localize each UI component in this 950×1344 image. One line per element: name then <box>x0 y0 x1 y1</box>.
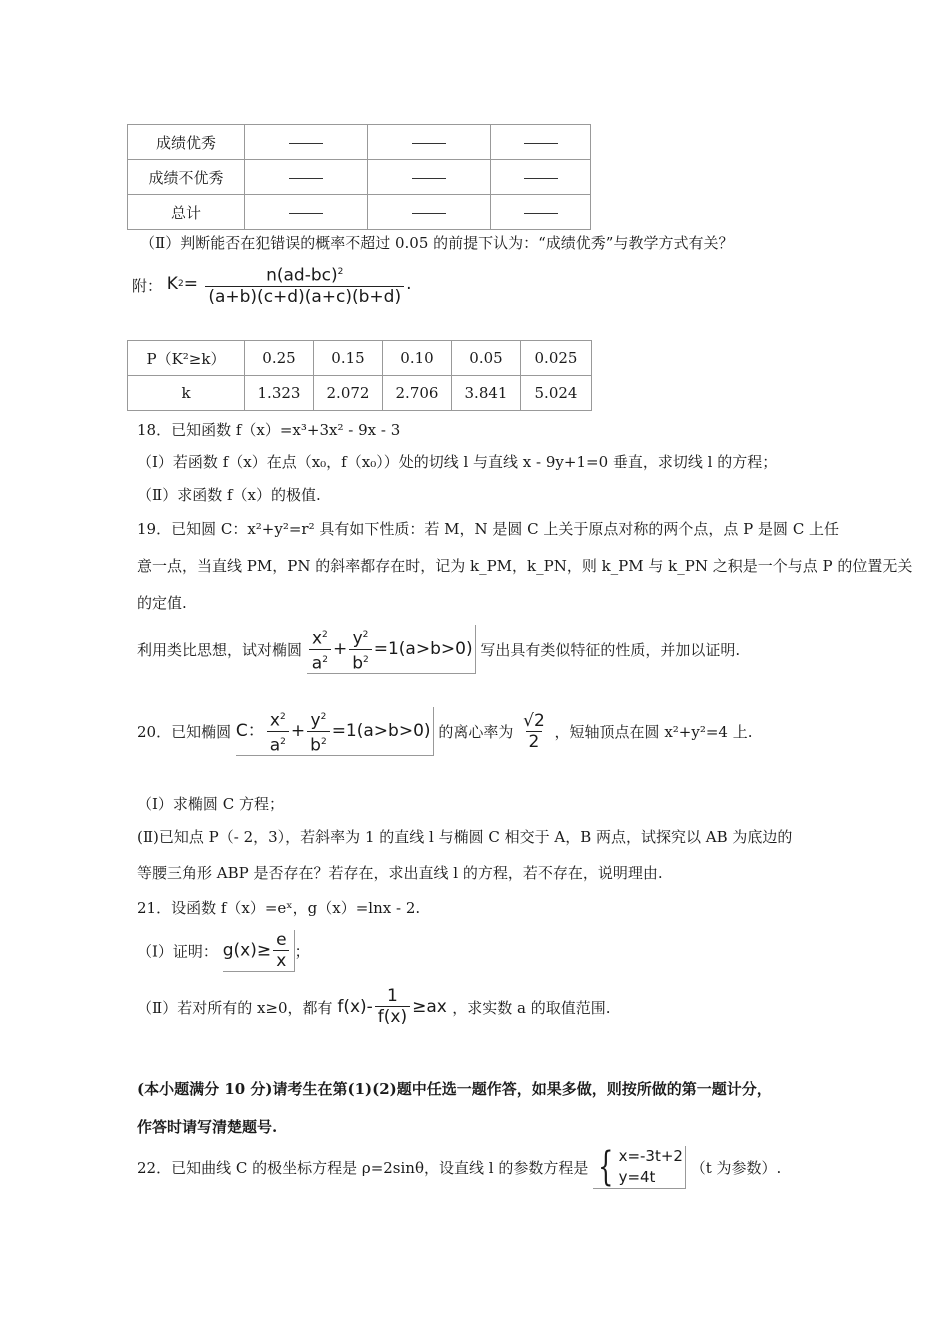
q18-stem: 18．已知函数 f（x）=x³+3x² - 9x - 3 <box>137 421 401 439</box>
q20-stem: 20．已知椭圆 C： $\frac{x^2}{a^2}$ + $\frac{y^2}{b^2}$ =1(a>b>0) 的离心率为 $\frac{√2}{2}$ ，短轴顶点在圆 x²+y²=4 上. <box>137 707 753 756</box>
score-table <box>127 124 591 230</box>
k-value: 2.706 <box>383 376 452 411</box>
blank-cell <box>245 160 368 195</box>
blank-cell <box>245 195 368 230</box>
row-label: 成绩不优秀 <box>128 160 245 195</box>
q20-part2-line1: (Ⅱ)已知点 P（- 2，3），若斜率为 1 的直线 l 与椭圆 C 相交于 A，B 两点，试探究以 AB 为底边的 <box>137 828 793 846</box>
q19-line3: 的定值. <box>137 594 187 612</box>
q21-part1: （Ⅰ）证明： g(x)≥ $\frac{e}{x}$ ； <box>137 930 310 971</box>
row-label: 总计 <box>128 195 245 230</box>
k-header: k <box>128 376 245 411</box>
k-value: 1.323 <box>245 376 314 411</box>
k-value: 3.841 <box>452 376 521 411</box>
k2-fraction: $\frac{n(ad-bc)^2}{(a+b)(c+d)(a+c)(b+d)}$ <box>205 262 404 307</box>
q19-line1: 19．已知圆 C：x²+y²=r² 具有如下性质：若 M，N 是圆 C 上关于原点对称的两个点，点 P 是圆 C 上任 <box>137 520 840 538</box>
q22-stem: 22．已知曲线 C 的极坐标方程是 ρ=2sinθ，设直线 l 的参数方程是 { x=-3t+2 y=4t （t 为参数）. <box>137 1144 782 1190</box>
k-value: 5.024 <box>521 376 592 411</box>
p-value: 0.025 <box>521 341 592 376</box>
q21-stem: 21．设函数 f（x）=eˣ，g（x）=lnx - 2. <box>137 899 421 917</box>
k2-formula: K2= $\frac{n(ad-bc)^2}{(a+b)(c+d)(a+c)(b+d)}$ . <box>167 274 412 294</box>
blank-cell <box>245 125 368 160</box>
inequality2-formula: f(x)- $\frac{1}{f(x)}$ ≥ax <box>337 986 447 1027</box>
k-value: 2.072 <box>314 376 383 411</box>
q18-part1: （Ⅰ）若函数 f（x）在点（x₀，f（x₀））处的切线 l 与直线 x - 9y+1=0 垂直，求切线 l 的方程； <box>137 453 778 471</box>
notice-line1: (本小题满分 10 分)请考生在第(1)(2)题中任选一题作答，如果多做，则按所做的第一题计分， <box>137 1080 772 1098</box>
attach-label: 附： <box>132 276 163 295</box>
blank-cell <box>491 125 591 160</box>
q18-part2: （Ⅱ）求函数 f（x）的极值. <box>137 486 321 504</box>
q19-line4: 利用类比思想，试对椭圆 $\frac{x^2}{a^2}$ + $\frac{y^2}{b^2}$ =1(a>b>0) 写出具有类似特征的性质，并加以证明. <box>137 625 740 674</box>
blank-cell <box>368 195 491 230</box>
parametric-equations: { x=-3t+2 y=4t <box>593 1146 686 1189</box>
inequality-formula: g(x)≥ $\frac{e}{x}$ <box>223 930 295 972</box>
p-value: 0.05 <box>452 341 521 376</box>
notice-line2: 作答时请写清楚题号. <box>137 1118 278 1136</box>
ellipse-c-formula: C： $\frac{x^2}{a^2}$ + $\frac{y^2}{b^2}$ =1(a>b>0) <box>236 707 434 756</box>
blank-cell <box>368 160 491 195</box>
p-value: 0.10 <box>383 341 452 376</box>
blank-cell <box>368 125 491 160</box>
p-header: P（K²≥k） <box>128 341 245 376</box>
q20-part1: （Ⅰ）求椭圆 C 方程； <box>137 795 284 813</box>
p-value: 0.15 <box>314 341 383 376</box>
q17-part2: （Ⅱ）判断能否在犯错误的概率不超过 0.05 的前提下认为：“成绩优秀”与教学方式有关？ <box>140 234 734 252</box>
p-value: 0.25 <box>245 341 314 376</box>
q19-line2: 意一点，当直线 PM，PN 的斜率都存在时，记为 k_PM，k_PN，则 k_PM 与 k_PN 之积是一个与点 P 的位置无关 <box>137 557 913 575</box>
blank-cell <box>491 195 591 230</box>
ellipse-formula: $\frac{x^2}{a^2}$ + $\frac{y^2}{b^2}$ =1(a>b>0) <box>307 625 476 674</box>
q21-part2: （Ⅱ）若对所有的 x≥0，都有 f(x)- $\frac{1}{f(x)}$ ≥ax ，求实数 a 的取值范围. <box>137 986 611 1027</box>
k2-formula-line <box>132 262 411 307</box>
blank-cell <box>491 160 591 195</box>
q20-part2-line2: 等腰三角形 ABP 是否存在？若存在，求出直线 l 的方程，若不存在，说明理由. <box>137 864 663 882</box>
row-label: 成绩优秀 <box>128 125 245 160</box>
critical-value-table <box>127 340 592 411</box>
eccentricity-fraction: $\frac{√2}{2}$ <box>523 711 545 753</box>
